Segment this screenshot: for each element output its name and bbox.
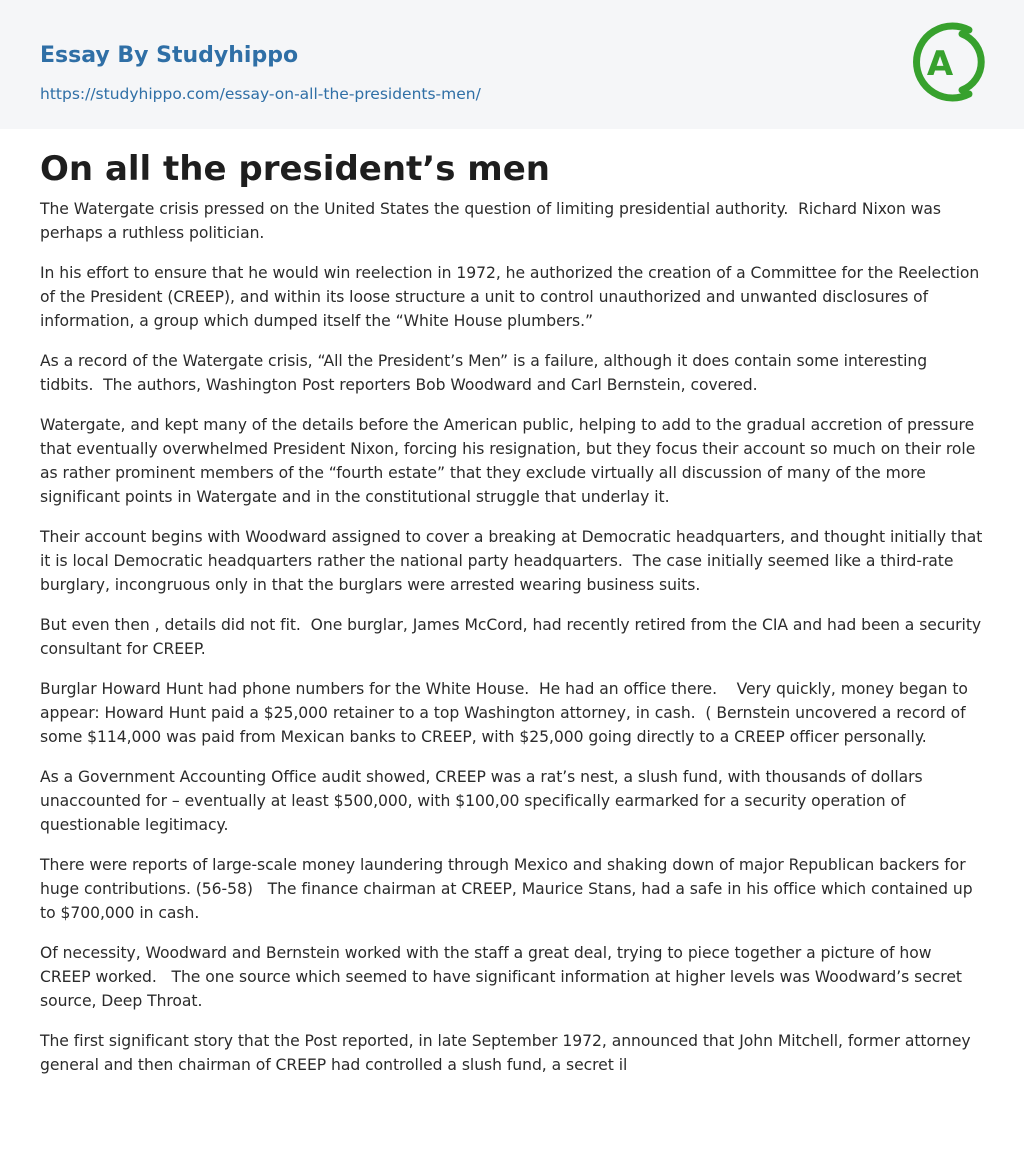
article-paragraph: Burglar Howard Hunt had phone numbers for the White House. He had an office there. Very quickly, money began to appear: Howard Hunt paid a $25,000 retainer to a top Washington attorney, in cash. ( Bernstein uncovered a record of some $114,000 was paid from Mexican banks to CREEP, with $25,000 going directly to a CREEP officer personally. (40, 680, 973, 746)
article-title: On all the president’s men (40, 149, 550, 189)
site-header (0, 0, 1024, 129)
article-body (40, 184, 988, 1077)
site-brand[interactable]: Essay By Studyhippo (40, 43, 299, 68)
article-paragraph: In his effort to ensure that he would win reelection in 1972, he authorized the creation of a Committee for the Reelection of the President (CREEP), and within its loose structure a unit to control unauthorized and unwanted disclosures of information, a group which dumped itself the “White House plumbers.” (40, 264, 985, 330)
essay-url-link[interactable]: https://studyhippo.com/essay-on-all-the-presidents-men/ (40, 85, 481, 103)
article-paragraph: Their account begins with Woodward assigned to cover a breaking at Democratic headquarters, and thought initially that it is local Democratic headquarters rather the national party headquarters. The case initially seemed like a third-rate burglary, incongruous only in that the burglars were arrested wearing business suits. (40, 528, 988, 594)
article-paragraph: Of necessity, Woodward and Bernstein worked with the staff a great deal, trying to piece together a picture of how CREEP worked. The one source which seemed to have significant information at higher levels was Woodward’s secret source, Deep Throat. (40, 944, 967, 1010)
article-paragraph: There were reports of large-scale money laundering through Mexico and shaking down of major Republican backers for huge contributions. (56-58) The finance chairman at CREEP, Maurice Stans, had a safe in his office which contained up to $700,000 in cash. (40, 856, 978, 922)
article-paragraph: Watergate, and kept many of the details before the American public, helping to add to the gradual accretion of pressure that eventually overwhelmed President Nixon, forcing his resignation, but they focus their account so much on their role as rather prominent members of the “fourth estate” that they exclude virtually all discussion of many of the more significant points in Watergate and in the constitutional struggle that underlay it. (40, 416, 981, 506)
article-paragraph: The first significant story that the Post reported, in late September 1972, announced that John Mitchell, former attorney general and then chairman of CREEP had controlled a slush fund, a secret il (40, 1032, 976, 1074)
article-paragraph: The Watergate crisis pressed on the United States the question of limiting presidential authority. Richard Nixon was perhaps a ruthless politician. (40, 200, 946, 242)
article (0, 129, 1024, 1077)
article-paragraph: As a Government Accounting Office audit showed, CREEP was a rat’s nest, a slush fund, with thousands of dollars unaccounted for – eventually at least $500,000, with $100,00 specifically earmarked for a security operation of questionable legitimacy. (40, 768, 928, 834)
logo-letter: A (926, 44, 954, 84)
studyhippo-logo-icon[interactable] (910, 18, 988, 106)
article-paragraph: But even then , details did not fit. One burglar, James McCord, had recently retired from the CIA and had been a security consultant for CREEP. (40, 616, 986, 658)
article-paragraph: As a record of the Watergate crisis, “All the President’s Men” is a failure, although it does contain some interesting tidbits. The authors, Washington Post reporters Bob Woodward and Carl Bernstein, covered. (40, 352, 932, 394)
